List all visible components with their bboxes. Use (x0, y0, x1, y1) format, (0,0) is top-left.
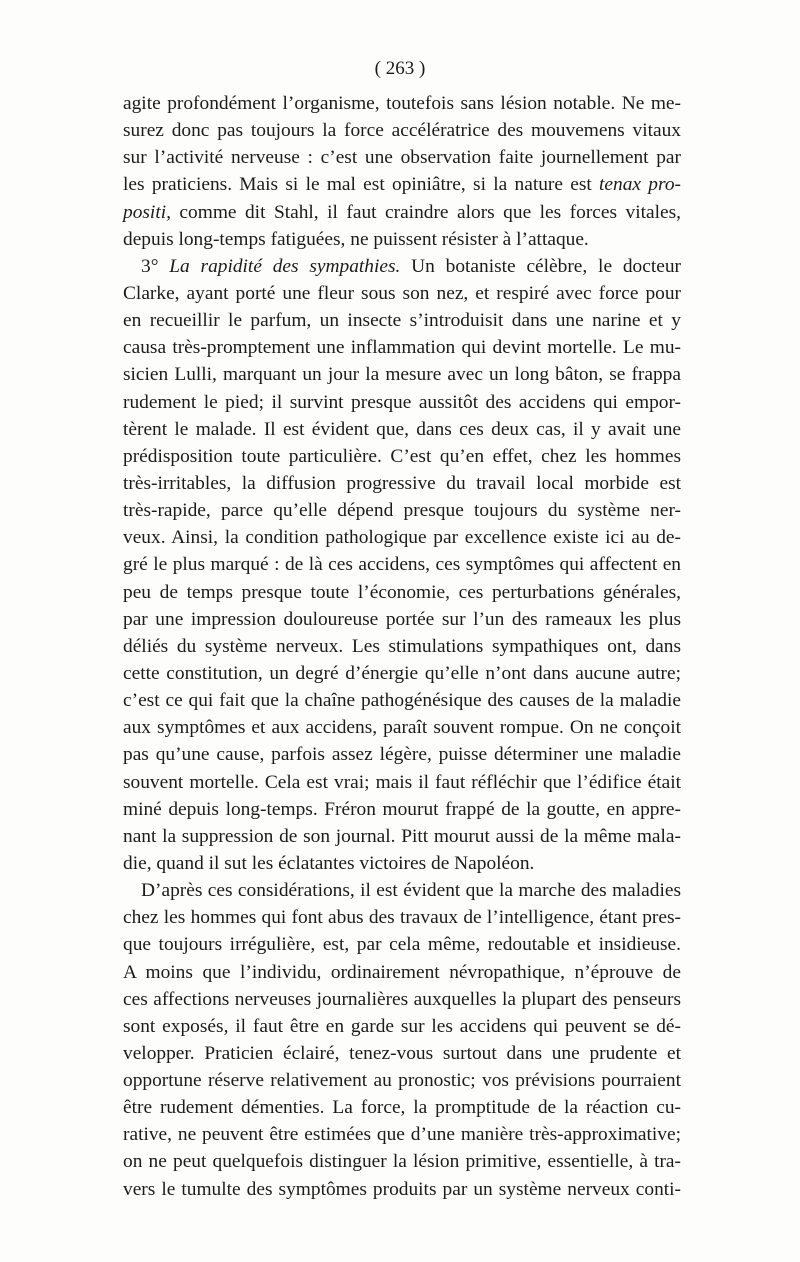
text-line: sur l’activité nerveuse : c’est une observation faite journellement par (123, 147, 681, 169)
italic-text: La rapidité des sympathies. (169, 255, 401, 277)
text-line: surez donc pas toujours la force accélératrice des mouvemens vitaux (123, 120, 681, 142)
text-line: ces affections nerveuses journalières auxquelles la plupart des penseurs (123, 988, 681, 1010)
text-line: die, quand il sut les éclatantes victoires de Napoléon. (123, 852, 535, 874)
text-line: on ne peut quelquefois distinguer la lésion primitive, essentielle, à tra- (123, 1151, 681, 1173)
text-line: chez les hommes qui font abus des travaux de l’intelligence, étant pres- (123, 907, 681, 929)
text-line: gré le plus marqué : de là ces accidens, ces symptômes qui affectent en (123, 554, 681, 576)
text-line: très-rapide, parce qu’elle dépend presque toujours du système ner- (123, 500, 681, 522)
text-line: c’est ce qui fait que la chaîne pathogénésique des causes de la maladie (123, 690, 681, 712)
text-line (123, 253, 681, 280)
text-run: Un botaniste célèbre, le docteur (400, 255, 681, 277)
page-number: ( 263 ) (374, 58, 426, 79)
text-line: rudement le pied; il survint presque aussitôt des accidens qui empor- (123, 391, 681, 413)
text-line: D’après ces considérations, il est évident que la marche des maladies (141, 880, 681, 902)
text-line: velopper. Praticien éclairé, tenez-vous surtout dans une prudente et (123, 1042, 681, 1064)
text-line: A moins que l’individu, ordinairement névropathique, n’éprouve de (123, 961, 681, 983)
italic-text: tenax pro- (599, 174, 681, 196)
text-line: miné depuis long-temps. Fréron mourut frappé de la goutte, en appre- (123, 798, 681, 820)
text-line: sont exposés, il faut être en garde sur les accidens qui peuvent se dé- (123, 1015, 681, 1037)
text-line: sicien Lulli, marquant un jour la mesure avec un long bâton, se frappa (123, 364, 681, 386)
body-text (123, 90, 681, 1203)
text-line (123, 199, 681, 226)
text-line: en recueillir le parfum, un insecte s’introduisit dans une narine et y (123, 310, 681, 332)
text-line: rative, ne peuvent être estimées que d’une manière très-approximative; (123, 1124, 681, 1146)
text-line: vers le tumulte des symptômes produits par un système nerveux conti- (123, 1178, 681, 1200)
text-line: opportune réserve relativement au pronostic; vos prévisions pourraient (123, 1070, 681, 1092)
text-line (123, 171, 681, 198)
italic-text: positi, (123, 201, 171, 223)
text-line: pas qu’une cause, parfois assez légère, puisse déterminer une maladie (123, 744, 681, 766)
text-line: déliés du système nerveux. Les stimulations sympathiques ont, dans (123, 635, 681, 657)
text-line: que toujours irrégulière, est, par cela même, redoutable et insidieuse. (123, 934, 681, 956)
text-line: tèrent le malade. Il est évident que, dans ces deux cas, il y avait une (123, 418, 681, 440)
text-line: prédisposition toute particulière. C’est qu’en effet, chez les hommes (123, 445, 681, 467)
text-line: aux symptômes et aux accidens, paraît souvent rompue. On ne conçoit (123, 717, 681, 739)
text-line: depuis long-temps fatiguées, ne puissent résister à l’attaque. (123, 228, 589, 250)
text-run: comme dit Stahl, il faut craindre alors que les forces vitales, (170, 201, 681, 223)
text-line: souvent mortelle. Cela est vrai; mais il faut réfléchir que l’édifice était (123, 771, 681, 793)
text-run: les praticiens. Mais si le mal est opiniâtre, si la nature est (123, 174, 600, 196)
text-line: Clarke, ayant porté une fleur sous son nez, et respiré avec force pour (123, 282, 681, 304)
text-line: peu de temps presque toute l’économie, ces perturbations générales, (123, 581, 681, 603)
text-line: nant la suppression de son journal. Pitt mourut aussi de la même mala- (123, 825, 681, 847)
text-line: être rudement démenties. La force, la promptitude de la réaction cu- (123, 1097, 681, 1119)
text-run: 3° (141, 255, 170, 277)
text-line: agite profondément l’organisme, toutefois sans lésion notable. Ne me- (123, 93, 681, 114)
text-line: par une impression douloureuse portée sur l’un des rameaux les plus (123, 608, 681, 630)
text-line: veux. Ainsi, la condition pathologique par excellence existe ici au de- (123, 527, 681, 549)
text-line: très-irritables, la diffusion progressive du travail local morbide est (123, 472, 681, 494)
text-line: causa très-promptement une inflammation qui devint mortelle. Le mu- (123, 337, 681, 359)
text-line: cette constitution, un degré d’énergie qu’elle n’ont dans aucune autre; (123, 662, 681, 684)
